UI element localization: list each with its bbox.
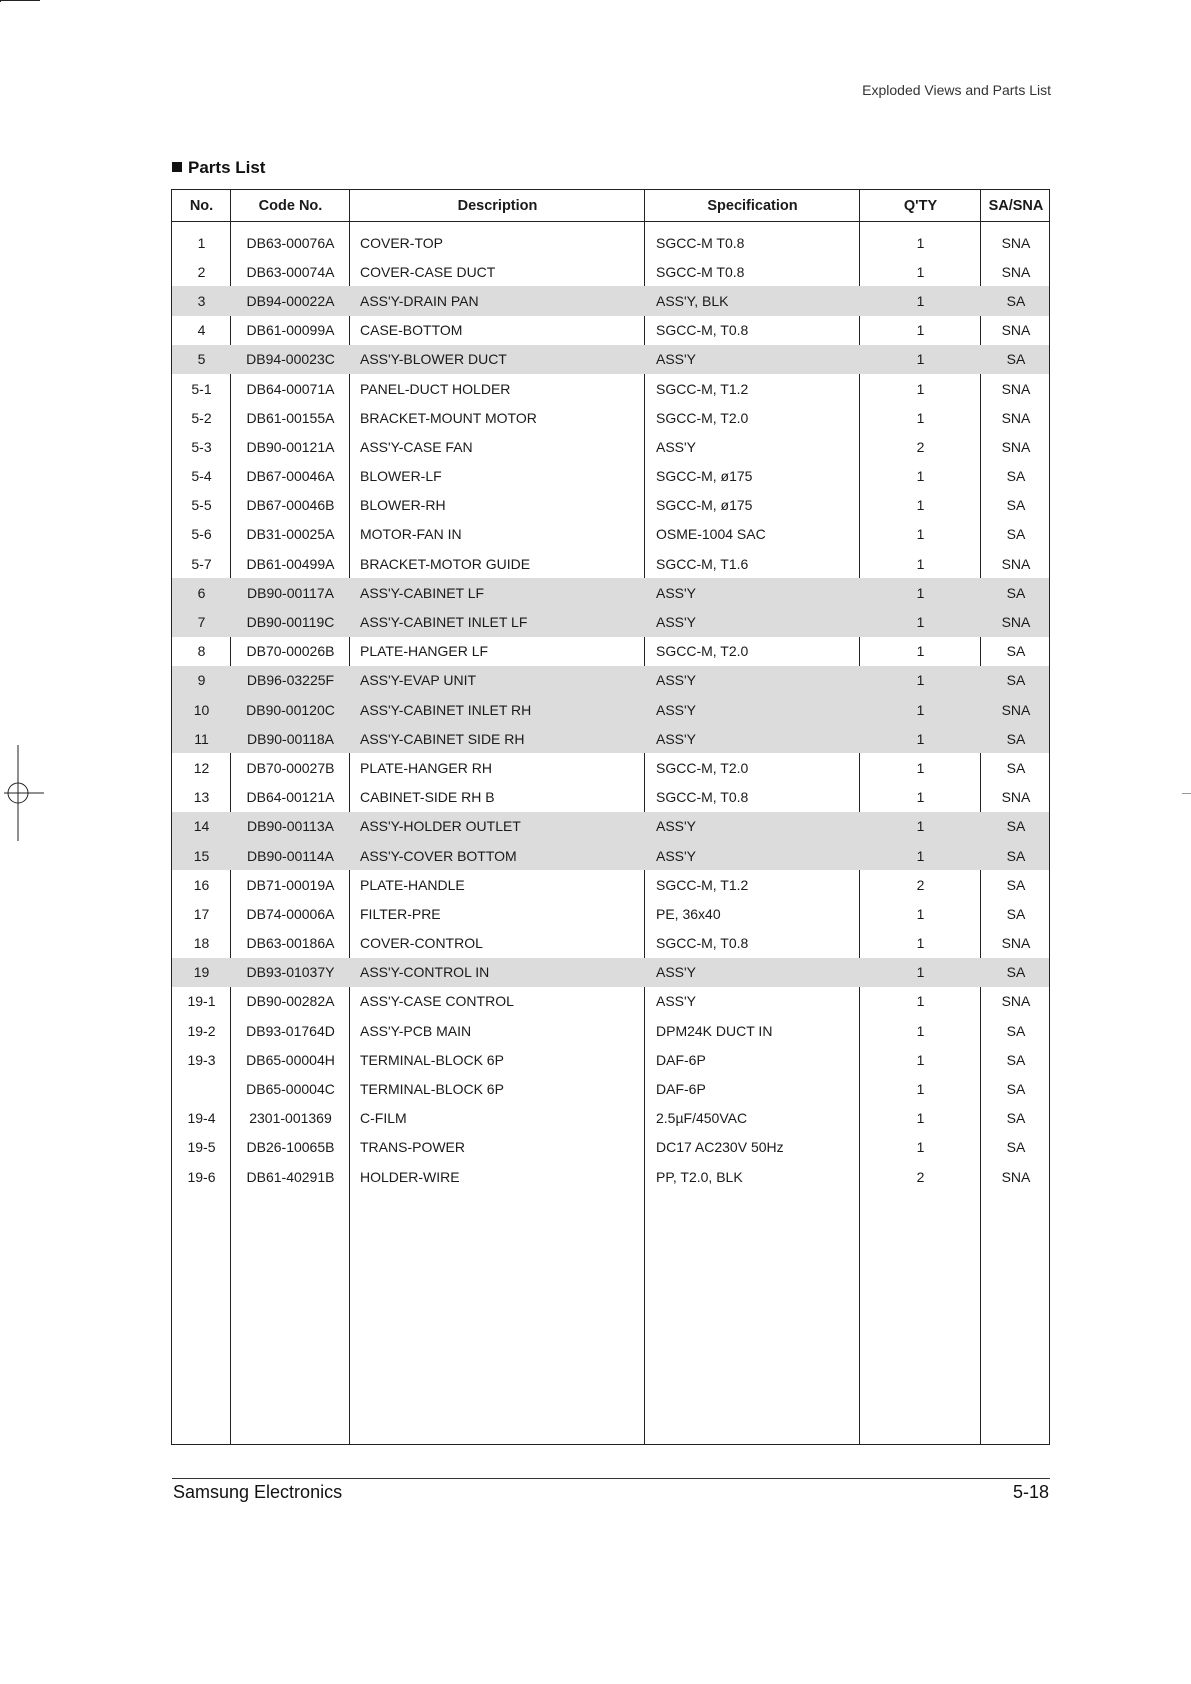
table-row <box>172 870 1049 899</box>
cell-no: 5-6 <box>191 526 212 543</box>
cell-sa-sna: SA <box>1006 964 1026 981</box>
cell-sa-sna: SNA <box>1001 380 1031 397</box>
cell-sa-sna: SA <box>1006 468 1026 485</box>
cell-qty: 1 <box>916 730 925 747</box>
cell-no: 7 <box>197 614 206 631</box>
cell-sa-sna: SA <box>1006 1139 1026 1156</box>
cell-sa-sna: SNA <box>1001 789 1031 806</box>
header-sa-sna: SA/SNA <box>988 197 1044 214</box>
table-row <box>172 462 1049 491</box>
footer-company: Samsung Electronics <box>173 1482 343 1502</box>
cell-specification: SGCC-M, T1.6 <box>656 555 749 572</box>
table-row <box>172 812 1049 841</box>
table-row <box>172 432 1049 461</box>
cell-code-no: DB90-00121A <box>246 438 335 455</box>
cell-description: ASS'Y-CASE FAN <box>360 438 473 455</box>
cell-sa-sna: SA <box>1006 876 1026 893</box>
cell-description: COVER-CASE DUCT <box>360 263 496 280</box>
cell-description: BRACKET-MOTOR GUIDE <box>360 555 531 572</box>
table-body <box>172 228 1049 1191</box>
cell-specification: SGCC-M, T1.2 <box>656 876 749 893</box>
cell-code-no: DB67-00046A <box>246 468 335 485</box>
cell-specification: SGCC-M, T2.0 <box>656 409 749 426</box>
cell-description: ASS'Y-CABINET LF <box>360 584 485 601</box>
cell-description: PANEL-DUCT HOLDER <box>360 380 511 397</box>
cell-qty: 1 <box>916 993 925 1010</box>
table-row <box>172 841 1049 870</box>
cell-qty: 1 <box>916 1051 925 1068</box>
cell-no: 14 <box>193 818 210 835</box>
cell-no: 5-4 <box>191 468 212 485</box>
table-row <box>172 520 1049 549</box>
cell-specification: ASS'Y <box>656 701 697 718</box>
cell-description: HOLDER-WIRE <box>360 1168 460 1185</box>
cell-code-no: 2301-001369 <box>249 1110 332 1127</box>
table-row <box>172 695 1049 724</box>
cell-code-no: DB61-00155A <box>246 409 335 426</box>
cell-no: 5-2 <box>191 409 212 426</box>
table-row <box>172 228 1049 257</box>
cell-qty: 1 <box>916 351 925 368</box>
cell-description: CABINET-SIDE RH B <box>360 789 495 806</box>
cell-code-no: DB26-10065B <box>246 1139 335 1156</box>
cell-sa-sna: SA <box>1006 759 1026 776</box>
cell-qty: 1 <box>916 1139 925 1156</box>
cell-code-no: DB70-00026B <box>246 643 335 660</box>
cell-specification: SGCC-M, T2.0 <box>656 759 749 776</box>
table-row <box>172 1162 1049 1191</box>
cell-specification: SGCC-M, ø175 <box>656 497 753 514</box>
cell-specification: OSME-1004 SAC <box>656 526 766 543</box>
cell-sa-sna: SA <box>1006 672 1026 689</box>
table-row <box>172 549 1049 578</box>
cell-no: 19-2 <box>187 1022 216 1039</box>
cell-qty: 1 <box>916 935 925 952</box>
table-row <box>172 316 1049 345</box>
cell-specification: ASS'Y <box>656 614 697 631</box>
cell-sa-sna: SA <box>1006 643 1026 660</box>
cell-specification: ASS'Y <box>656 730 697 747</box>
cell-no: 5-7 <box>191 555 212 572</box>
table-row <box>172 578 1049 607</box>
cell-sa-sna: SNA <box>1001 322 1031 339</box>
cell-specification: ASS'Y <box>656 351 697 368</box>
cell-code-no: DB64-00121A <box>246 789 335 806</box>
cell-sa-sna: SNA <box>1001 935 1031 952</box>
cell-specification: 2.5µF/450VAC <box>656 1110 748 1127</box>
cell-code-no: DB90-00117A <box>247 584 334 601</box>
cell-specification: SGCC-M, T0.8 <box>656 935 749 952</box>
table-row <box>172 958 1049 987</box>
cell-description: COVER-CONTROL <box>360 935 483 952</box>
table-row <box>172 345 1049 374</box>
cell-sa-sna: SNA <box>1001 1168 1031 1185</box>
header-code-no: Code No. <box>258 197 323 214</box>
table-row <box>172 783 1049 812</box>
cell-code-no: DB65-00004H <box>246 1051 335 1068</box>
cell-qty: 1 <box>916 672 925 689</box>
cell-specification: SGCC-M, ø175 <box>656 468 753 485</box>
crop-mark <box>0 0 40 1</box>
table-row <box>172 724 1049 753</box>
cell-code-no: DB90-00282A <box>246 993 335 1010</box>
registration-mark-icon <box>4 745 44 841</box>
cell-sa-sna: SNA <box>1001 701 1031 718</box>
cell-description: ASS'Y-HOLDER OUTLET <box>360 818 521 835</box>
cell-description: ASS'Y-PCB MAIN <box>360 1022 472 1039</box>
cell-code-no: DB93-01764D <box>246 1022 335 1039</box>
cell-code-no: DB90-00118A <box>247 730 334 747</box>
cell-specification: DC17 AC230V 50Hz <box>656 1139 784 1156</box>
cell-no: 9 <box>197 672 206 689</box>
cell-qty: 1 <box>916 555 925 572</box>
cell-qty: 1 <box>916 847 925 864</box>
cell-specification: ASS'Y <box>656 818 697 835</box>
table-row <box>172 899 1049 928</box>
cell-sa-sna: SA <box>1006 847 1026 864</box>
cell-qty: 1 <box>916 964 925 981</box>
cell-no: 10 <box>193 701 210 718</box>
cell-description: FILTER-PRE <box>360 905 441 922</box>
cell-no <box>172 1074 231 1103</box>
cell-description: BLOWER-RH <box>360 497 446 514</box>
cell-no: 19-5 <box>187 1139 216 1156</box>
crop-mark <box>1182 793 1191 794</box>
cell-no: 16 <box>193 876 210 893</box>
cell-qty: 1 <box>916 584 925 601</box>
cell-sa-sna: SA <box>1006 292 1026 309</box>
table-row <box>172 753 1049 782</box>
cell-code-no: DB61-00499A <box>246 555 335 572</box>
cell-qty: 1 <box>916 234 925 251</box>
cell-description: PLATE-HANGER RH <box>360 759 492 776</box>
cell-description: ASS'Y-EVAP UNIT <box>360 672 477 689</box>
cell-no: 11 <box>194 730 209 747</box>
cell-qty: 1 <box>916 497 925 514</box>
table-row <box>172 1045 1049 1074</box>
cell-sa-sna: SA <box>1006 730 1026 747</box>
cell-no: 17 <box>193 905 210 922</box>
cell-description: ASS'Y-CABINET SIDE RH <box>360 730 525 747</box>
cell-qty: 1 <box>916 643 925 660</box>
table-row <box>172 1133 1049 1162</box>
cell-sa-sna: SNA <box>1001 614 1031 631</box>
cell-description: ASS'Y-DRAIN PAN <box>360 292 479 309</box>
cell-description: TRANS-POWER <box>360 1139 465 1156</box>
cell-description: TERMINAL-BLOCK 6P <box>360 1051 504 1068</box>
cell-description: ASS'Y-COVER BOTTOM <box>360 847 517 864</box>
cell-code-no: DB63-00074A <box>246 263 335 280</box>
cell-code-no: DB74-00006A <box>246 905 335 922</box>
cell-qty: 1 <box>916 759 925 776</box>
cell-specification: SGCC-M, T0.8 <box>656 789 749 806</box>
cell-qty: 2 <box>916 1168 925 1185</box>
cell-qty: 1 <box>916 526 925 543</box>
cell-no: 15 <box>193 847 210 864</box>
cell-specification: PP, T2.0, BLK <box>656 1168 743 1185</box>
cell-specification: ASS'Y <box>656 672 697 689</box>
cell-sa-sna: SNA <box>1001 438 1031 455</box>
cell-code-no: DB61-00099A <box>246 322 335 339</box>
cell-specification: SGCC-M, T2.0 <box>656 643 749 660</box>
cell-qty: 1 <box>916 905 925 922</box>
cell-code-no: DB90-00113A <box>247 818 334 835</box>
cell-specification: DAF-6P <box>656 1081 706 1098</box>
cell-sa-sna: SNA <box>1001 234 1031 251</box>
cell-description: ASS'Y-CONTROL IN <box>360 964 490 981</box>
cell-sa-sna: SNA <box>1001 263 1031 280</box>
cell-description: PLATE-HANDLE <box>360 876 465 893</box>
cell-no: 13 <box>193 789 210 806</box>
cell-no: 4 <box>197 322 206 339</box>
cell-specification: PE, 36x40 <box>656 905 721 922</box>
table-row <box>172 1074 1049 1103</box>
table-row <box>172 666 1049 695</box>
parts-table <box>171 189 1050 1445</box>
cell-sa-sna: SA <box>1006 1051 1026 1068</box>
cell-sa-sna: SA <box>1006 351 1026 368</box>
cell-no: 6 <box>197 584 206 601</box>
cell-code-no: DB90-00119C <box>246 614 335 631</box>
cell-sa-sna: SA <box>1006 1081 1026 1098</box>
cell-qty: 1 <box>916 263 925 280</box>
cell-sa-sna: SNA <box>1001 409 1031 426</box>
cell-no: 8 <box>197 643 206 660</box>
cell-description: BLOWER-LF <box>360 468 442 485</box>
cell-description: ASS'Y-CASE CONTROL <box>360 993 514 1010</box>
cell-description: ASS'Y-CABINET INLET RH <box>360 701 532 718</box>
table-row <box>172 257 1049 286</box>
header-specification: Specification <box>707 197 798 214</box>
cell-code-no: DB94-00023C <box>246 351 335 368</box>
cell-code-no: DB96-03225F <box>246 672 335 689</box>
cell-code-no: DB61-40291B <box>246 1168 335 1185</box>
cell-description: ASS'Y-BLOWER DUCT <box>360 351 507 368</box>
cell-code-no: DB65-00004C <box>246 1081 335 1098</box>
cell-code-no: DB67-00046B <box>246 497 335 514</box>
cell-no: 12 <box>193 759 210 776</box>
cell-qty: 1 <box>916 614 925 631</box>
cell-qty: 1 <box>916 409 925 426</box>
cell-no: 1 <box>197 234 206 251</box>
cell-no: 18 <box>193 935 210 952</box>
footer-rule <box>172 1478 1050 1479</box>
section-title: Parts List <box>172 158 265 178</box>
table-row <box>172 374 1049 403</box>
table-row <box>172 403 1049 432</box>
table-row <box>172 607 1049 636</box>
table-row <box>172 286 1049 315</box>
cell-sa-sna: SA <box>1006 1110 1026 1127</box>
cell-no: 19-4 <box>187 1110 216 1127</box>
running-header: Exploded Views and Parts List <box>862 82 1051 98</box>
cell-no: 5-3 <box>191 438 212 455</box>
cell-qty: 2 <box>916 876 925 893</box>
cell-description: BRACKET-MOUNT MOTOR <box>360 409 537 426</box>
header-qty: Q'TY <box>903 197 938 214</box>
cell-qty: 1 <box>916 322 925 339</box>
cell-code-no: DB90-00120C <box>246 701 335 718</box>
cell-qty: 1 <box>916 1110 925 1127</box>
cell-no: 19-1 <box>187 993 216 1010</box>
cell-description: MOTOR-FAN IN <box>360 526 462 543</box>
cell-code-no: DB70-00027B <box>246 759 335 776</box>
cell-qty: 1 <box>916 1022 925 1039</box>
table-header <box>172 190 1049 222</box>
cell-sa-sna: SNA <box>1001 993 1031 1010</box>
cell-no: 19 <box>193 964 210 981</box>
cell-code-no: DB90-00114A <box>247 847 334 864</box>
cell-code-no: DB93-01037Y <box>246 964 335 981</box>
cell-no: 3 <box>197 292 206 309</box>
crop-mark <box>0 0 1 2</box>
cell-description: TERMINAL-BLOCK 6P <box>360 1081 504 1098</box>
cell-specification: SGCC-M, T1.2 <box>656 380 749 397</box>
square-bullet-icon <box>172 162 182 172</box>
cell-specification: ASS'Y <box>656 847 697 864</box>
table-row <box>172 929 1049 958</box>
cell-no: 5-1 <box>191 380 212 397</box>
cell-description: ASS'Y-CABINET INLET LF <box>360 614 528 631</box>
cell-no: 19-3 <box>187 1051 216 1068</box>
cell-sa-sna: SA <box>1006 818 1026 835</box>
cell-qty: 1 <box>916 468 925 485</box>
header-description: Description <box>457 197 538 214</box>
cell-description: CASE-BOTTOM <box>360 322 463 339</box>
cell-specification: SGCC-M T0.8 <box>656 234 745 251</box>
cell-code-no: DB63-00186A <box>246 935 335 952</box>
cell-specification: SGCC-M T0.8 <box>656 263 745 280</box>
cell-description: PLATE-HANGER LF <box>360 643 489 660</box>
cell-sa-sna: SA <box>1006 497 1026 514</box>
cell-specification: DAF-6P <box>656 1051 706 1068</box>
cell-specification: DPM24K DUCT IN <box>656 1022 773 1039</box>
table-row <box>172 637 1049 666</box>
cell-qty: 1 <box>916 380 925 397</box>
table-row <box>172 1016 1049 1045</box>
cell-qty: 1 <box>916 292 925 309</box>
cell-no: 2 <box>197 263 206 280</box>
cell-description: C-FILM <box>360 1110 407 1127</box>
cell-code-no: DB31-00025A <box>246 526 335 543</box>
cell-code-no: DB71-00019A <box>246 876 335 893</box>
cell-qty: 1 <box>916 789 925 806</box>
cell-qty: 1 <box>916 818 925 835</box>
cell-specification: ASS'Y <box>656 964 697 981</box>
cell-no: 19-6 <box>187 1168 216 1185</box>
cell-sa-sna: SA <box>1006 1022 1026 1039</box>
cell-no: 5-5 <box>191 497 212 514</box>
cell-specification: ASS'Y <box>656 993 697 1010</box>
cell-code-no: DB63-00076A <box>246 234 335 251</box>
table-row <box>172 491 1049 520</box>
cell-no: 5 <box>197 351 206 368</box>
cell-specification: ASS'Y <box>656 584 697 601</box>
header-no: No. <box>189 197 214 214</box>
cell-sa-sna: SA <box>1006 905 1026 922</box>
page-number: 5-18 <box>1012 1482 1049 1502</box>
cell-specification: ASS'Y <box>656 438 697 455</box>
cell-specification: SGCC-M, T0.8 <box>656 322 749 339</box>
cell-specification: ASS'Y, BLK <box>656 292 729 309</box>
cell-sa-sna: SNA <box>1001 555 1031 572</box>
cell-sa-sna: SA <box>1006 584 1026 601</box>
cell-qty: 1 <box>916 701 925 718</box>
cell-sa-sna: SA <box>1006 526 1026 543</box>
cell-qty: 1 <box>916 1081 925 1098</box>
table-row <box>172 1104 1049 1133</box>
cell-code-no: DB94-00022A <box>246 292 335 309</box>
table-row <box>172 987 1049 1016</box>
cell-description: COVER-TOP <box>360 234 443 251</box>
cell-code-no: DB64-00071A <box>246 380 335 397</box>
cell-qty: 2 <box>916 438 925 455</box>
